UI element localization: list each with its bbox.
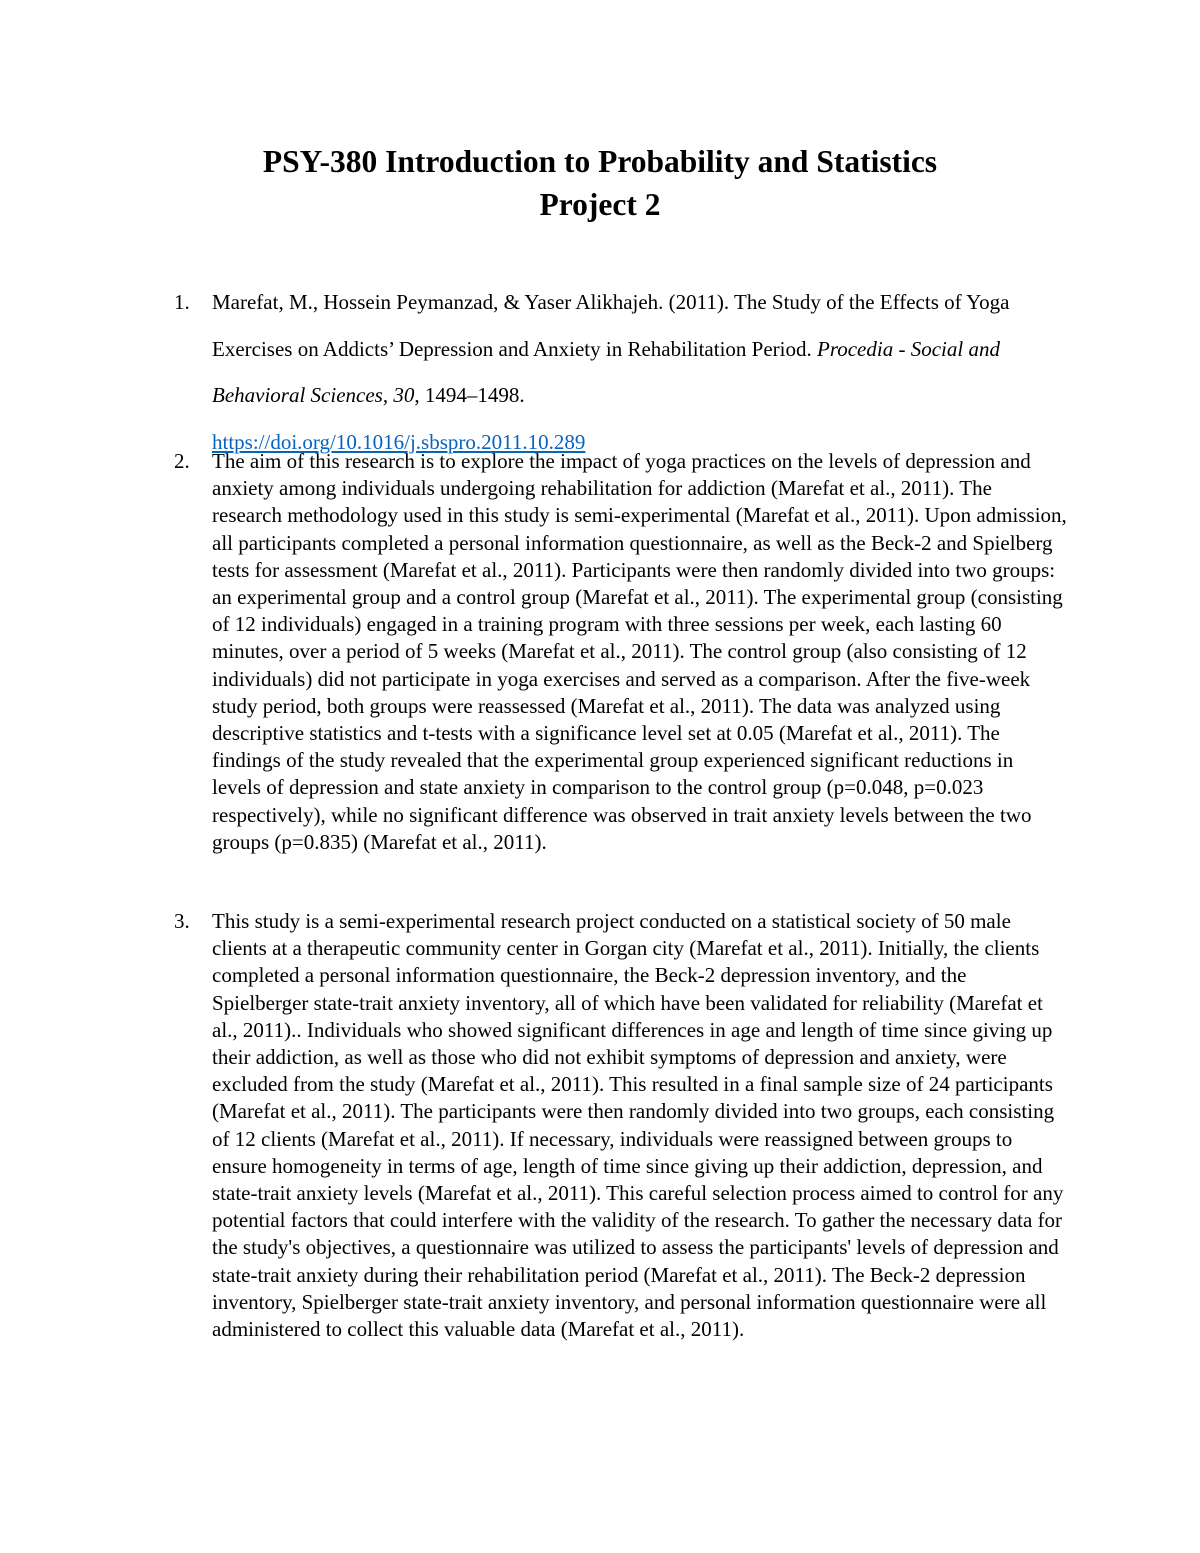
list-number: 2. [174,449,190,473]
reference-pages: , 1494–1498. [414,383,525,407]
reference-citation [212,279,1067,456]
paragraph-text: This study is a semi-experimental research project conducted on a statistical society of 50 male clients at a therapeutic community center in Gorgan city (Marefat et al., 2011). Initially, the clients completed a personal information questionnaire, the Beck-2 depression inventory, and the Spielberger state-trait anxiety inventory, all of which have been validated for reliability (Marefat et al., 2011).. Individuals who showed significant differences in age and length of time since giving up their addiction, as well as those who did not exhibit symptoms of depression and anxiety, were excluded from the study (Marefat et al., 2011). This resulted in a final sample size of 24 participants (Marefat et al., 2011). The participants were then randomly divided into two groups, each consisting of 12 clients (Marefat et al., 2011). If necessary, individuals were reassigned between groups to ensure homogeneity in terms of age, length of time since giving up their addiction, depression, and state-trait anxiety levels (Marefat et al., 2011). This careful selection process aimed to control for any potential factors that could interfere with the validity of the research. To gather the necessary data for the study's objectives, a questionnaire was utilized to assess the participants' levels of depression and state-trait anxiety during their rehabilitation period (Marefat et al., 2011). The Beck-2 depression inventory, Spielberger state-trait anxiety inventory, and personal information questionnaire were all administered to collect this valuable data (Marefat et al., 2011). [212,909,1064,1342]
document-title: PSY-380 Introduction to Probability and Statistics [262,144,938,179]
reference-separator: , [382,383,394,407]
reference-authors-title: Marefat, M., Hossein Peymanzad, & Yaser Alikhajeh. (2011). The Study of the Effects of Yoga Exercises on Addicts’ Depression and Anxiety in Rehabilitation Period. [212,290,1010,361]
list-number: 1. [174,290,190,314]
list-number: 3. [174,909,190,933]
doi-link[interactable]: https://doi.org/10.1016/j.sbspro.2011.10.289 [212,429,586,454]
reference-volume: 30 [393,383,415,407]
reference-journal: Procedia - Social and Behavioral Sciences [212,336,1000,407]
document-subtitle: Project 2 [539,187,661,222]
paragraph-text: The aim of this research is to explore the impact of yoga practices on the levels of depression and anxiety among individuals undergoing rehabilitation for addiction (Marefat et al., 2011). The research methodology used in this study is semi-experimental (Marefat et al., 2011). Upon admission, all participants completed a personal information questionnaire, as well as the Beck-2 and Spielberg tests for assessment (Marefat et al., 2011). Participants were then randomly divided into two groups: an experimental group and a control group (Marefat et al., 2011). The experimental group (consisting of 12 individuals) engaged in a training program with three sessions per week, each lasting 60 minutes, over a period of 5 weeks (Marefat et al., 2011). The control group (also consisting of 12 individuals) did not participate in yoga exercises and served as a comparison. After the five-week study period, both groups were reassessed (Marefat et al., 2011). The data was analyzed using descriptive statistics and t-tests with a significance level set at 0.05 (Marefat et al., 2011). The findings of the study revealed that the experimental group experienced significant reductions in levels of depression and state anxiety in comparison to the control group (p=0.048, p=0.023 respectively), while no significant difference was observed in trait anxiety levels between the two groups (p=0.835) (Marefat et al., 2011). [212,449,1067,854]
